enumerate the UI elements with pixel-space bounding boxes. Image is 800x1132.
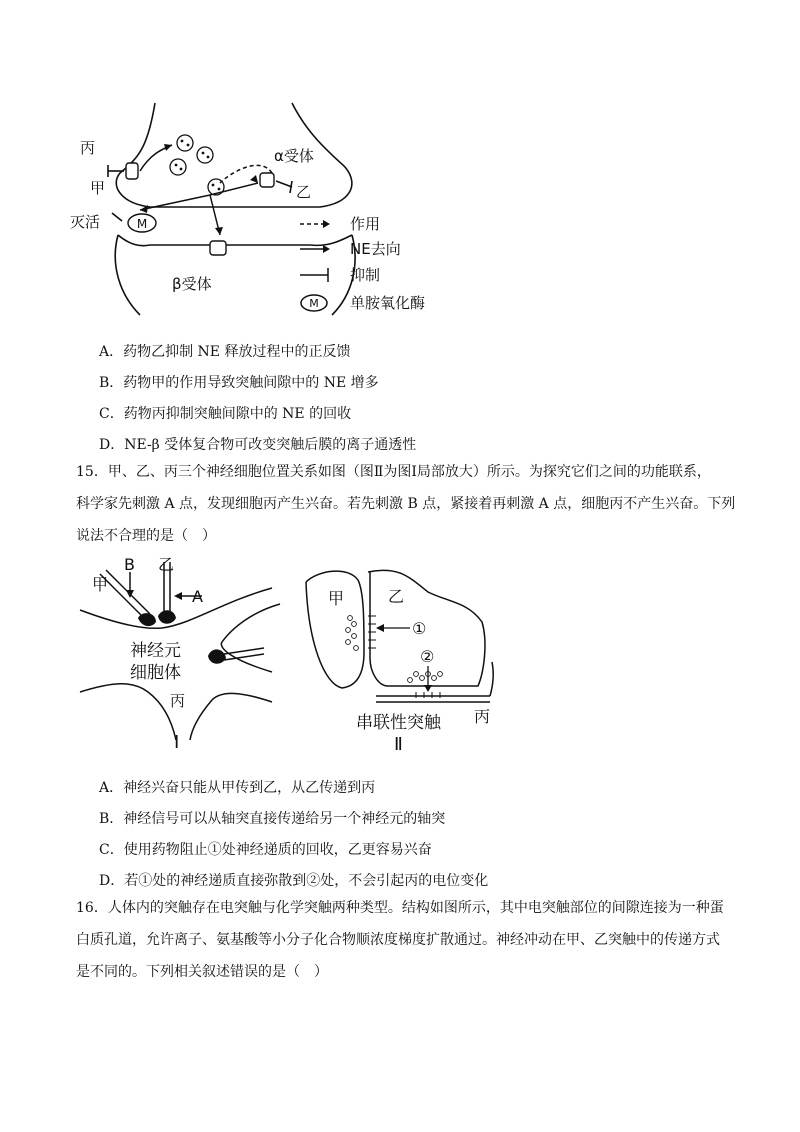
- figure-I-neuron: [72, 552, 302, 752]
- fig2-label-yi: 乙: [388, 587, 405, 606]
- fig1-label-bing: 丙: [170, 692, 186, 710]
- q15-line-1: 15．甲、乙、丙三个神经细胞位置关系如图（图Ⅱ为图Ⅰ局部放大）所示。为探究它们之间的功能联系，: [76, 464, 711, 480]
- fig1-label-A: A: [192, 587, 203, 606]
- fig1-roman: Ⅰ: [174, 732, 180, 752]
- fig1-label-jia: 甲: [92, 575, 109, 594]
- alpha-receptor-label: α受体: [274, 147, 314, 165]
- legend-solid-text: NE去向: [350, 240, 401, 258]
- legend-inhibit-text: 抑制: [350, 266, 381, 284]
- drug-jia-label: 甲: [90, 179, 106, 197]
- q15-line-3: 说法不合理的是（ ）: [76, 528, 216, 544]
- alpha-receptor-box: [260, 173, 274, 187]
- beta-receptor-label: β受体: [172, 275, 212, 293]
- transporter-box: [126, 163, 138, 179]
- q14-option-c: C．药物丙抑制突触间隙中的 NE 的回收: [99, 406, 352, 422]
- q15-option-a: A．神经兴奋只能从甲传到乙，从乙传递到丙: [99, 780, 376, 796]
- fig2-mark-2: ②: [420, 647, 435, 666]
- fig2-label-bing: 丙: [474, 707, 491, 726]
- fig2-roman: Ⅱ: [394, 734, 403, 752]
- q14-option-d: D．NE-β 受体复合物可改变突触后膜的离子通透性: [99, 437, 417, 453]
- q15-stem: [76, 456, 736, 552]
- fig1-label-yi: 乙: [158, 555, 175, 574]
- q16-line-2: 白质孔道，允许离子、氨基酸等小分子化合物顺浓度梯度扩散通过。神经冲动在甲、乙突触中的传递方式: [76, 932, 720, 948]
- synapse-drug-diagram: [60, 95, 460, 325]
- q16-line-1: 16．人体内的突触存在电突触与化学突触两种类型。结构如图所示，其中电突触部位的间隙连接为一种蛋: [76, 900, 724, 916]
- fig2-label-jia: 甲: [328, 589, 345, 608]
- legend-dashed-text: 作用: [350, 215, 381, 233]
- inactivation-label: 灭活: [70, 213, 101, 231]
- drug-yi-label: 乙: [296, 183, 312, 201]
- q16-stem: [76, 892, 726, 988]
- q15-line-2: 科学家先刺激 A 点，发现细胞丙产生兴奋。若先刺激 B 点，紧接着再刺激 A 点，细胞丙不产生兴奋。下列: [76, 496, 736, 512]
- vesicles: [170, 135, 224, 195]
- figure-II-synapse: [298, 562, 508, 752]
- m-enzyme-symbol: M: [136, 217, 148, 231]
- drug-bing-label: 丙: [80, 139, 96, 157]
- q14-option-a: A．药物乙抑制 NE 释放过程中的正反馈: [99, 344, 351, 360]
- legend-enzyme-text: 单胺氧化酶: [350, 294, 426, 312]
- q15-option-d: D．若①处的神经递质直接弥散到②处，不会引起丙的电位变化: [99, 873, 489, 889]
- fig1-label-B: B: [124, 555, 135, 574]
- beta-receptor-box: [210, 241, 226, 255]
- fig2-caption: 串联性突触: [356, 713, 441, 733]
- fig1-body-line2: 细胞体: [130, 663, 181, 683]
- fig1-body-line1: 神经元: [130, 641, 181, 661]
- legend-m-symbol: M: [309, 297, 319, 310]
- q15-option-c: C．使用药物阻止①处神经递质的回收，乙更容易兴奋: [99, 842, 432, 858]
- q14-option-b: B．药物甲的作用导致突触间隙中的 NE 增多: [99, 375, 379, 391]
- q15-option-b: B．神经信号可以从轴突直接传递给另一个神经元的轴突: [99, 811, 446, 827]
- fig2-mark-1: ①: [412, 619, 427, 638]
- q16-line-3: 是不同的。下列相关叙述错误的是（ ）: [76, 964, 328, 980]
